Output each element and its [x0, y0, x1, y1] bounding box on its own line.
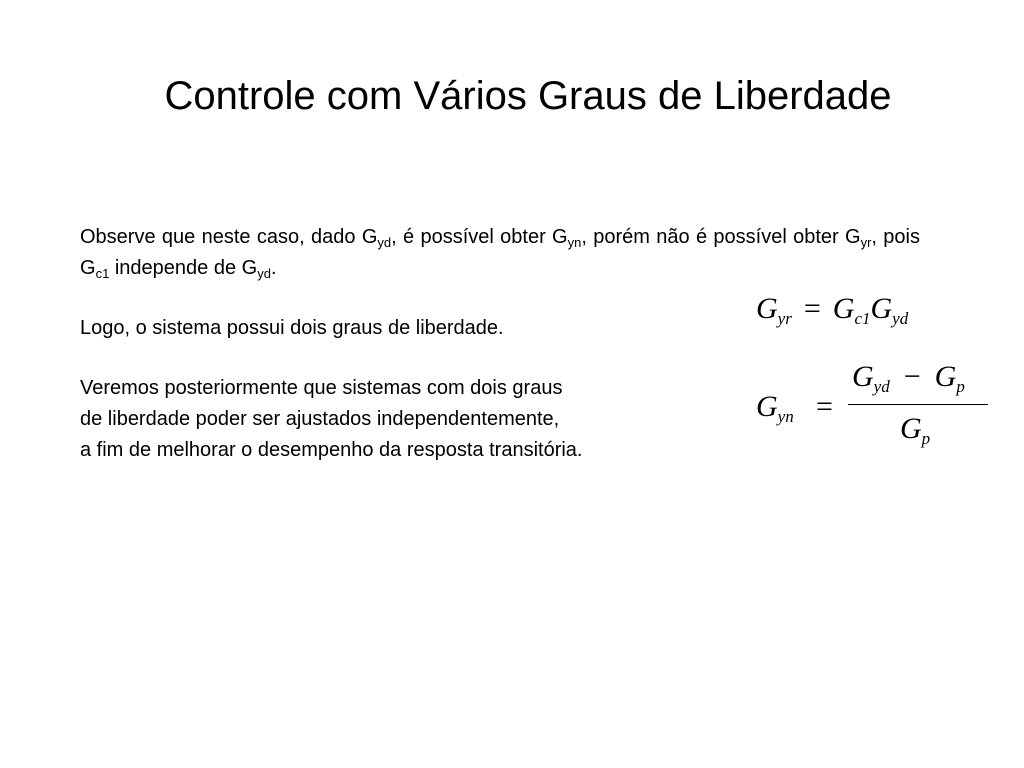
var-sub: p [956, 377, 965, 396]
var-sub: yd [873, 377, 890, 396]
subscript: yn [567, 235, 582, 250]
equation-lhs [756, 390, 794, 424]
var-base: G [852, 360, 874, 393]
text-run: independe de G [109, 257, 258, 279]
subscript: yd [377, 235, 392, 250]
subscript: yd [257, 266, 271, 281]
text-run: . [270, 257, 277, 279]
paragraph-observe [80, 222, 920, 284]
fraction-bar [848, 404, 988, 405]
var-sub: p [921, 429, 931, 448]
fraction-numerator [852, 360, 965, 394]
text-run: , porém não é possível obter G [581, 226, 861, 248]
fraction-denominator [900, 412, 930, 446]
paragraph-veremos [80, 373, 583, 466]
var-base: G [934, 360, 957, 393]
minus-sign: − [903, 360, 921, 393]
slide-title: Controle com Vários Graus de Liberdade [164, 74, 892, 118]
paragraph-line: de liberdade poder ser ajustados independentemente, [80, 408, 560, 430]
equals-sign: = [816, 390, 833, 423]
var-base: G [900, 412, 922, 445]
var-sub: yr [777, 309, 792, 328]
var-sub: yn [777, 407, 794, 426]
var-sub: c1 [854, 309, 871, 328]
subscript: c1 [95, 266, 110, 281]
text-run: , é possível obter G [391, 226, 568, 248]
var-base: G [756, 390, 778, 423]
subscript: yr [860, 235, 872, 250]
paragraph-logo: Logo, o sistema possui dois graus de liberdade. [80, 317, 504, 339]
var-base: G [832, 292, 855, 325]
equation-gyr [756, 292, 908, 326]
equals-sign: = [803, 292, 821, 325]
var-base: G [756, 292, 778, 325]
var-sub: yd [892, 309, 909, 328]
paragraph-line: a fim de melhorar o desempenho da resposta transitória. [80, 439, 583, 461]
text-run: Observe que neste caso, dado G [80, 226, 378, 248]
text-run: , pois G [80, 226, 920, 279]
paragraph-line: Veremos posteriormente que sistemas com dois graus [80, 377, 563, 399]
var-base: G [870, 292, 893, 325]
